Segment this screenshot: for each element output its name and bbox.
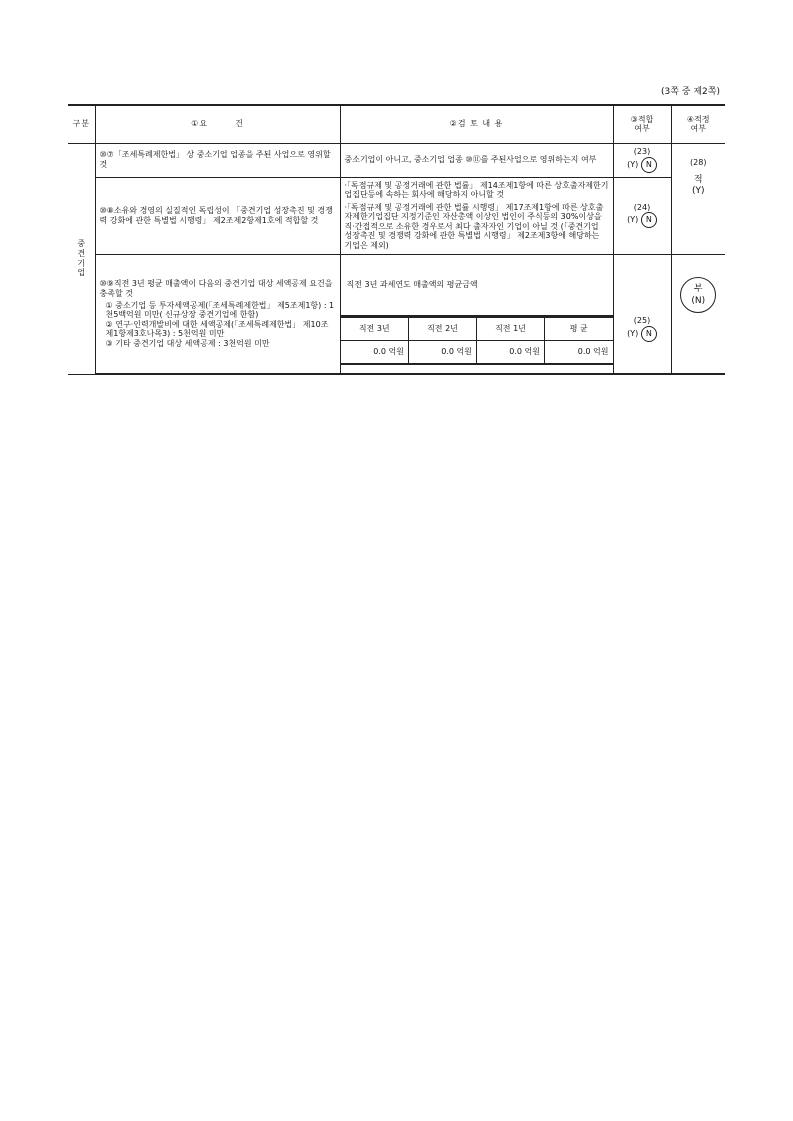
requirement-107: ⑩⑦「조세특례제한법」 상 중소기업 업종을 주된 사업으로 영위할 것: [95, 143, 340, 177]
midsize-enterprise-form-table: [68, 104, 725, 375]
sales-value-row: [341, 340, 613, 364]
final-unfit-label: 부: [693, 283, 703, 294]
fit-no-108-circled[interactable]: N: [641, 212, 657, 228]
code-28: (28): [690, 157, 707, 167]
header-final: [671, 105, 725, 143]
sales-col-avg: 평 균: [545, 317, 613, 341]
sales-value-avg[interactable]: 0.0 억원: [545, 340, 613, 364]
review-108-item2: ·「독점규제 및 공정거래에 관한 법률 시행령」 제17조제1항에 따른 상호출자제한기업집단 지정기준인 자산총액 이상인 법인이 주식등의 30%이상을 직·간접적으로 소유한 경우로서 최다 출자자인 기업이 아닐 것 (「중견기업 성장촉진 및 경쟁력 강화에 관한 특별법 시행령」 제2조제3항에 해당하는 기업은 제외): [344, 202, 604, 251]
final-fit-cell: [671, 143, 725, 254]
final-unfit-circled[interactable]: [680, 277, 716, 313]
sales-col-3y: 직전 3년: [341, 317, 409, 341]
row-108: [68, 177, 725, 254]
final-unfit-no: (N): [691, 295, 706, 306]
sales-value-3y[interactable]: 0.0 억원: [341, 340, 409, 364]
code-23: (23): [633, 147, 651, 157]
requirement-108: ⑩⑧소유와 경영의 실질적인 독립성이 「중견기업 성장촉진 및 경쟁력 강화에 관한 특별법 시행령」 제2조제2항제1호에 적합할 것: [95, 177, 340, 254]
fit-yes-107[interactable]: (Y): [627, 159, 639, 169]
review-108-item1: ·「독점규제 및 공정거래에 관한 법률」 제14조제1항에 따른 상호출자제한기업집단등에 속하는 회사에 해당하지 아니할 것: [344, 180, 609, 200]
requirement-109-title: ⑩⑨직전 3년 평균 매출액이 다음의 중견기업 대상 세액공제 요건을 충족할 것: [99, 279, 333, 298]
final-fit-yes[interactable]: (Y): [691, 185, 705, 196]
page-number-note: (3쪽 중 제2쪽): [661, 87, 720, 97]
requirement-109-item3: ③ 기타 중견기업 대상 세액공제 : 3천억원 미만: [105, 338, 270, 348]
fit-109: [613, 254, 671, 374]
category-char: 견: [77, 248, 86, 258]
requirement-109-item1: ① 중소기업 등 투자세액공제(「조세특례제한법」 제5조제1항) : 1천5백억원 미만( 신규상장 중견기업에 한함): [105, 300, 335, 320]
code-24: (24): [633, 202, 651, 212]
header-fit: [613, 105, 671, 143]
fit-no-109-circled[interactable]: N: [641, 326, 657, 342]
code-25: (25): [633, 316, 651, 326]
fit-107: [613, 143, 671, 177]
review-107: 중소기업이 아니고, 중소기업 업종 ⑩⑪를 주된사업으로 영위하는지 여부: [340, 143, 613, 177]
sales-col-1y: 직전 1년: [477, 317, 545, 341]
fit-yes-108[interactable]: (Y): [627, 215, 639, 225]
fit-no-107-circled[interactable]: N: [641, 157, 657, 173]
header-final-line1: ④적정: [686, 114, 710, 124]
header-review: ②검 토 내 용: [340, 105, 613, 143]
category-char: 업: [77, 268, 86, 278]
final-fit-label: 적: [693, 175, 703, 186]
category-char: 기: [77, 258, 86, 268]
row-107: [68, 143, 725, 177]
review-108: [340, 177, 613, 254]
review-109-title: 직전 3년 과세연도 매출액의 평균금액: [341, 255, 613, 316]
sales-col-2y: 직전 2년: [409, 317, 477, 341]
fit-yes-109[interactable]: (Y): [627, 328, 639, 338]
header-row: [68, 105, 725, 143]
header-category: 구분: [68, 105, 95, 143]
header-fit-line1: ③적합: [630, 114, 654, 124]
review-109: [340, 254, 613, 374]
category-midsize-enterprise: [68, 143, 95, 374]
header-final-line2: 여부: [690, 124, 706, 134]
header-requirement: ①요 건: [95, 105, 340, 143]
sales-value-2y[interactable]: 0.0 억원: [409, 340, 477, 364]
sales-value-1y[interactable]: 0.0 억원: [477, 340, 545, 364]
fit-108: [613, 177, 671, 254]
row-109: [68, 254, 725, 374]
category-char: 중: [77, 239, 86, 249]
header-fit-line2: 여부: [634, 124, 650, 134]
sales-header-row: [341, 317, 613, 341]
sales-average-table: [341, 316, 613, 365]
requirement-109: [95, 254, 340, 374]
requirement-109-item2: ② 연구·인력개발비에 대한 세액공제(「조세특례제한법」 제10조제1항제3호나목3) : 5천억원 미만: [105, 319, 329, 339]
final-unfit-cell: [671, 254, 725, 374]
